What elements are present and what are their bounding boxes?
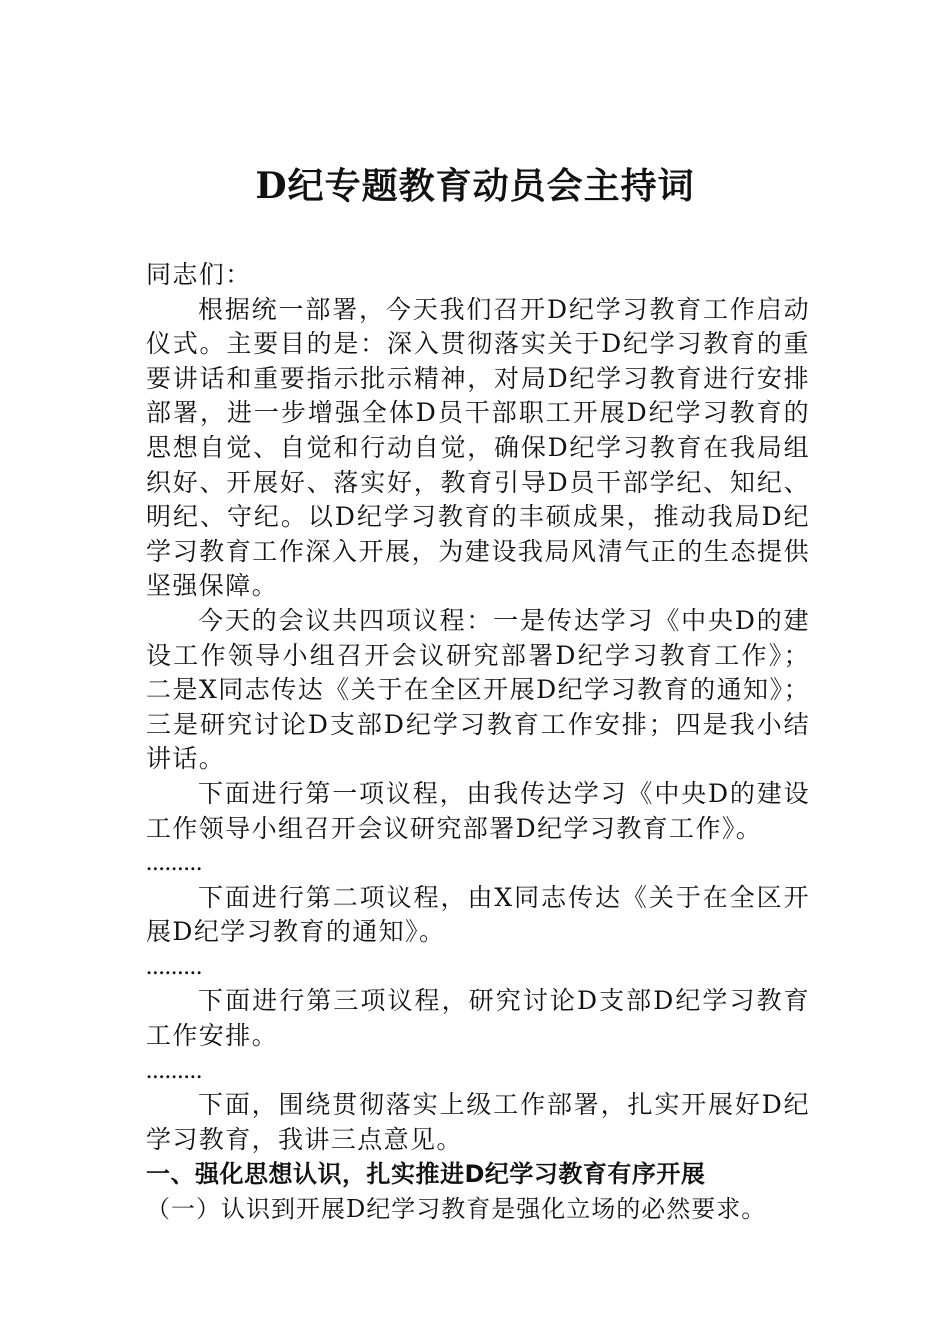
subsection-heading-one: （一）认识到开展D纪学习教育是强化立场的必然要求。 xyxy=(146,1195,767,1224)
section-heading-one: 一、强化思想认识，扎实推进D纪学习教育有序开展 xyxy=(146,1160,706,1189)
paragraph-speech-intro: 下面，围绕贯彻落实上级工作部署，扎实开展好D纪学习教育，我讲三点意见。 xyxy=(146,1090,810,1154)
ellipsis-one: ......... xyxy=(146,849,203,877)
document-title: D纪专题教育动员会主持词 xyxy=(255,165,695,207)
document-body xyxy=(146,258,810,1227)
paragraph-item-three: 下面进行第三项议程，研究讨论D支部D纪学习教育工作安排。 xyxy=(146,986,810,1051)
ellipsis-three: ......... xyxy=(146,1056,203,1084)
paragraph-agenda: 今天的会议共四项议程：一是传达学习《中央D的建设工作领导小组召开会议研究部署D纪学习教育工作》；二是X同志传达《关于在全区开展D纪学习教育的通知》；三是研究讨论D支部D纪学习教育工作安排；四是我小结讲话。 xyxy=(146,605,810,774)
paragraph-item-two: 下面进行第二项议程，由X同志传达《关于在全区开展D纪学习教育的通知》。 xyxy=(146,882,810,947)
paragraph-purpose: 根据统一部署，今天我们召开D纪学习教育工作启动仪式。主要目的是：深入贯彻落实关于D纪学习教育的重要讲话和重要指示批示精神，对局D纪学习教育进行安排部署，进一步增强全体D员干部职工开展D纪学习教育的思想自觉、自觉和行动自觉，确保D纪学习教育在我局组织好、开展好、落实好，教育引导D员干部学纪、知纪、明纪、守纪。以D纪学习教育的丰硕成果，推动我局D纪学习教育工作深入开展，为建设我局风清气正的生态提供坚强保障。 xyxy=(146,294,810,601)
paragraph-item-one: 下面进行第一项议程，由我传达学习《中央D的建设工作领导小组召开会议研究部署D纪学习教育工作》。 xyxy=(146,778,810,843)
salutation: 同志们： xyxy=(146,260,252,289)
ellipsis-two: ......... xyxy=(146,952,203,980)
